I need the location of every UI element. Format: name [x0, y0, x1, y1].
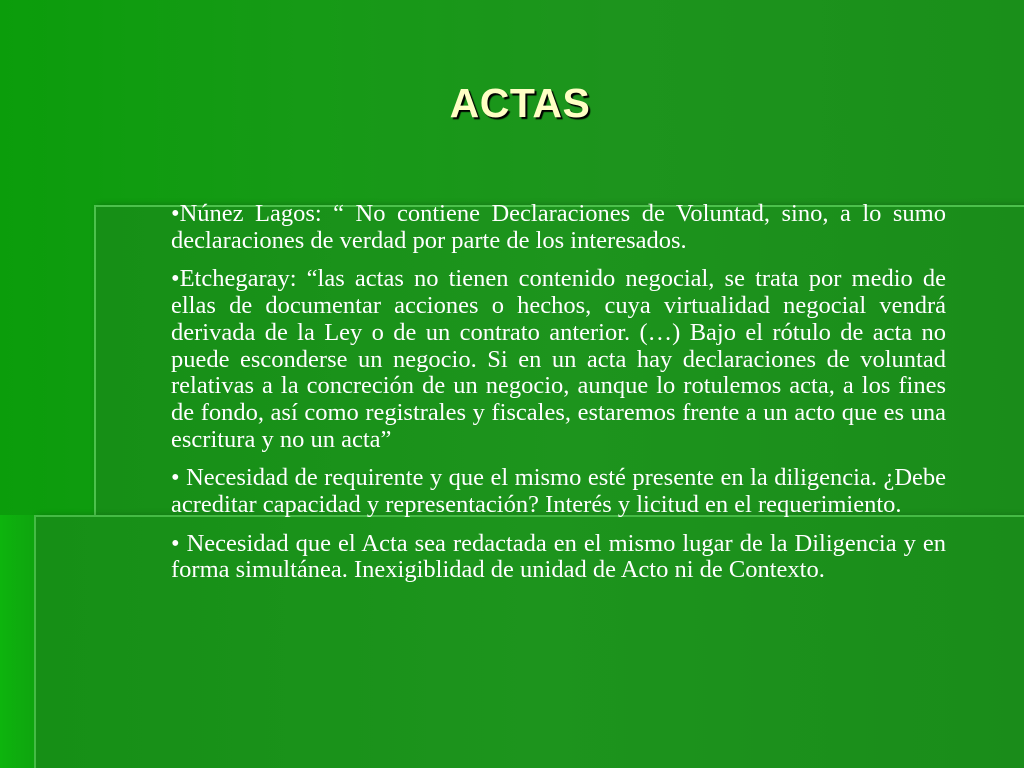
bullet-mark: • [171, 529, 187, 557]
bullet-item [171, 266, 946, 453]
decorative-panel-left-strip [0, 515, 34, 768]
bullet-text: Etchegaray: “las actas no tienen contenido negocial, se trata por medio de ellas de documentar acciones o hechos, cuya virtualidad negocial vendrá derivada de la Ley o de un contrato anterior. (…) Bajo el rótulo de acta no puede esconderse un negocio. Si en un acta hay declaraciones de voluntad relativas a la concreción de un negocio, aunque lo rotulemos acta, a los fines de fondo, así como registrales y fiscales, estaremos frente a un acto que es una escritura y no un acta” [171, 265, 946, 453]
bullet-text: Necesidad de requirente y que el mismo esté presente en la diligencia. ¿Debe acreditar capacidad y representación? Interés y licitud en el requerimiento. [171, 464, 947, 519]
bullet-item [171, 201, 946, 254]
bullet-mark: • [171, 265, 180, 293]
bullet-item [171, 531, 946, 584]
slide-body [171, 201, 946, 596]
bullet-item [171, 465, 946, 518]
bullet-mark: • [171, 464, 187, 492]
slide-title: ACTAS [449, 80, 591, 126]
bullet-mark: • [171, 200, 180, 227]
bullet-text: Núnez Lagos: “ No contiene Declaraciones de Voluntad, sino, a lo sumo declaraciones de verdad por parte de los interesados. [171, 200, 946, 254]
bullet-text: Necesidad que el Acta sea redactada en el mismo lugar de la Diligencia y en forma simultánea. Inexigiblidad de unidad de Acto ni de Contexto. [171, 529, 946, 584]
